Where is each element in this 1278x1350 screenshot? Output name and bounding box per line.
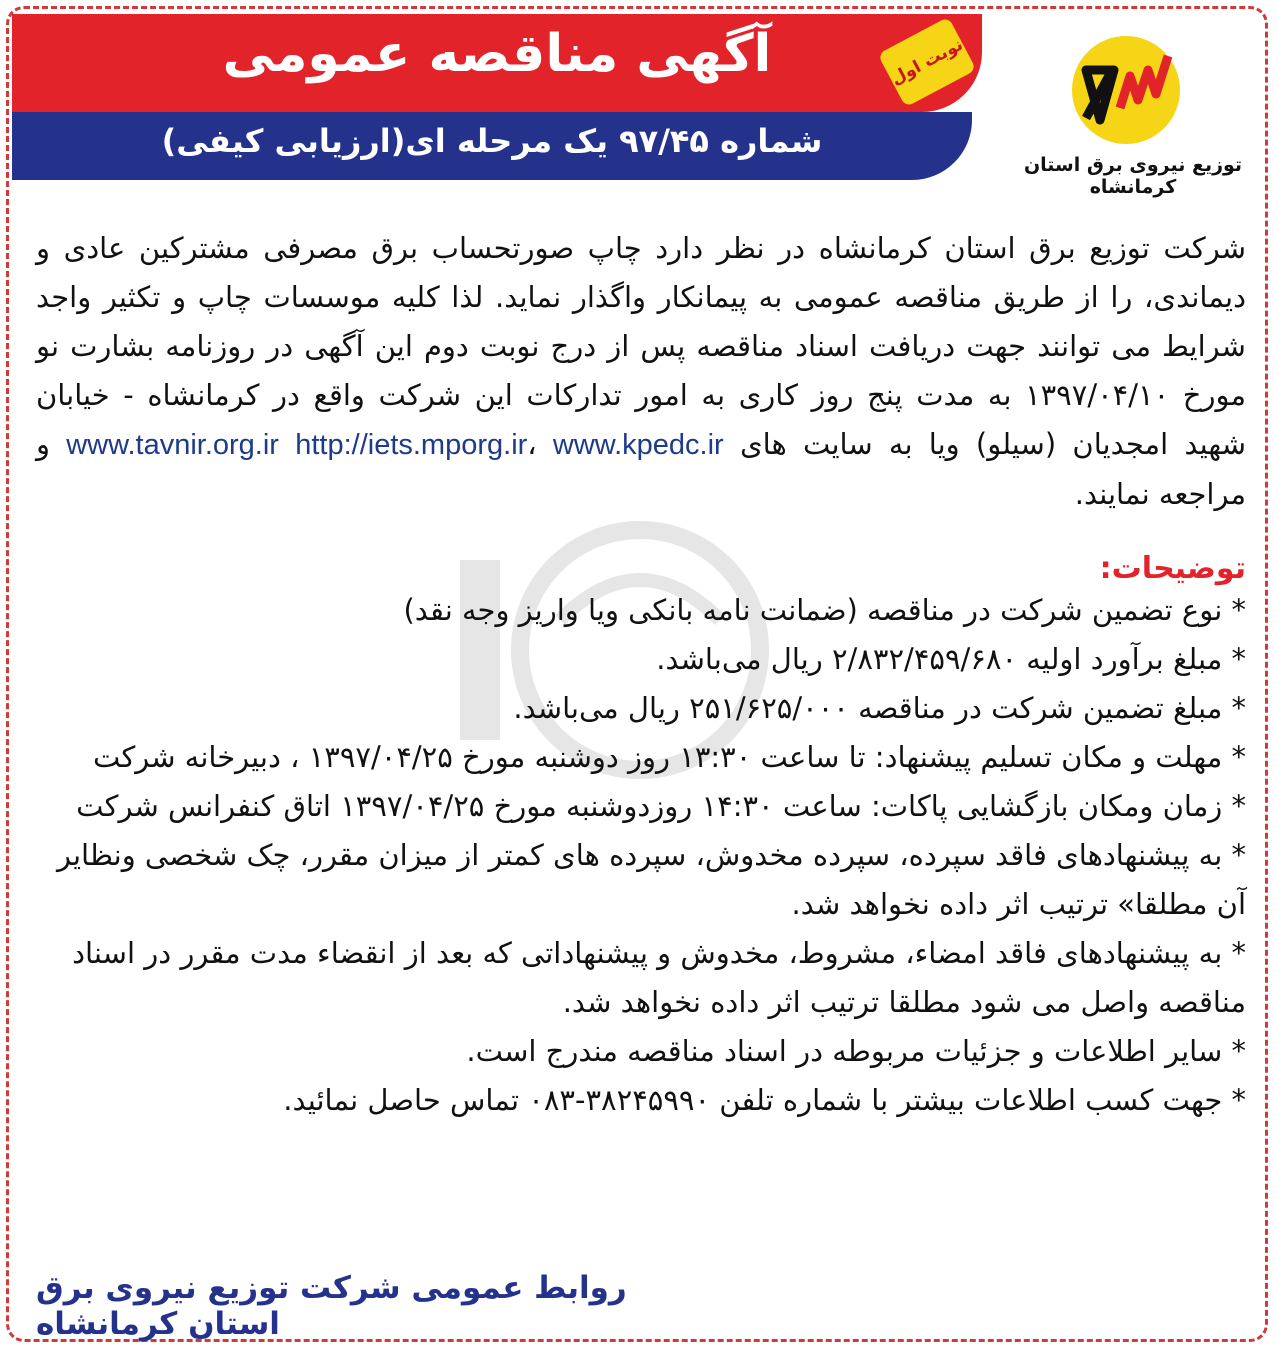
company-name: توزیع نیروی برق استان کرمانشاه xyxy=(1023,154,1243,198)
note-item: * مهلت و مکان تسلیم پیشنهاد: تا ساعت ۱۳:۳۰ روز دوشنبه مورخ ۱۳۹۷/۰۴/۲۵ ، دبیرخانه شرکت xyxy=(92,740,1246,774)
note-item: * سایر اطلاعات و جزئیات مربوطه در اسناد مناقصه مندرج است. xyxy=(466,1034,1246,1068)
round-badge: نوبت اول xyxy=(878,17,977,108)
footer-signature: روابط عمومی شرکت توزیع نیروی برق استان کرمانشاه xyxy=(36,1270,627,1342)
link-kpedc[interactable]: www.kpedc.ir xyxy=(552,429,724,461)
ad-title: آگهی مناقصه عمومی xyxy=(222,24,772,84)
ad-body xyxy=(36,224,1246,1125)
link-separator: ، xyxy=(527,427,553,461)
link-iets[interactable]: http://iets.mporg.ir xyxy=(295,429,528,461)
tavanir-logo-icon xyxy=(1064,30,1194,150)
intro-paragraph xyxy=(36,224,1246,519)
ad-subtitle: شماره ۹۷/۴۵ یک مرحله ای(ارزیابی کیفی) xyxy=(161,122,823,160)
note-item: * به پیشنهادهای فاقد سپرده، سپرده مخدوش، سپرده های کمتر از میزان مقرر، چک شخصی ونظایر آن مطلقا» ترتیب اثر داده نخواهد شد. xyxy=(56,838,1246,921)
link-tavnir[interactable]: www.tavnir.org.ir xyxy=(66,429,279,461)
conjunction: و xyxy=(36,427,67,461)
note-item: * زمان ومکان بازگشایی پاکات: ساعت ۱۴:۳۰ روزدوشنبه مورخ ۱۳۹۷/۰۴/۲۵ اتاق کنفرانس شرکت xyxy=(76,789,1246,823)
intro-end: مراجعه نمایند. xyxy=(1074,477,1246,511)
ad-header xyxy=(12,14,1264,198)
note-item: * جهت کسب اطلاعات بیشتر با شماره تلفن ۳۸۲۴۵۹۹۰-۰۸۳ تماس حاصل نمائید. xyxy=(283,1083,1246,1117)
note-item: * مبلغ تضمین شرکت در مناقصه ۲۵۱/۶۲۵/۰۰۰ ریال می‌باشد. xyxy=(513,691,1246,725)
note-item: * به پیشنهادهای فاقد امضاء، مشروط، مخدوش و پیشنهاداتی که بعد از انقضاء مدت مقرر در اسناد مناقصه واصل می شود مطلقا ترتیب اثر داده نخواهد شد. xyxy=(72,936,1246,1019)
note-item: * مبلغ برآورد اولیه ۲/۸۳۲/۴۵۹/۶۸۰ ریال می‌باشد. xyxy=(656,642,1246,676)
notes-title: توضیحات: xyxy=(1099,551,1246,586)
note-item: * نوع تضمین شرکت در مناقصه (ضمانت نامه بانکی ویا واریز وجه نقد) xyxy=(403,593,1246,627)
intro-text: شرکت توزیع برق استان کرمانشاه در نظر دارد چاپ صورتحساب برق مصرفی مشترکین عادی و دیماندی، را از طریق مناقصه عمومی به پیمانکار واگذار نماید. لذا کلیه موسسات چاپ و تکثیر واجد شرایط می توانند جهت دریافت اسناد مناقصه پس از درج نوبت دوم این آگهی در روزنامه بشارت نو مورخ ۱۳۹۷/۰۴/۱۰ به مدت پنج روز کاری به امور تدارکات این شرکت واقع در کرمانشاه - خیابان شهید امجدیان (سیلو) ویا به سایت های xyxy=(36,231,1246,461)
